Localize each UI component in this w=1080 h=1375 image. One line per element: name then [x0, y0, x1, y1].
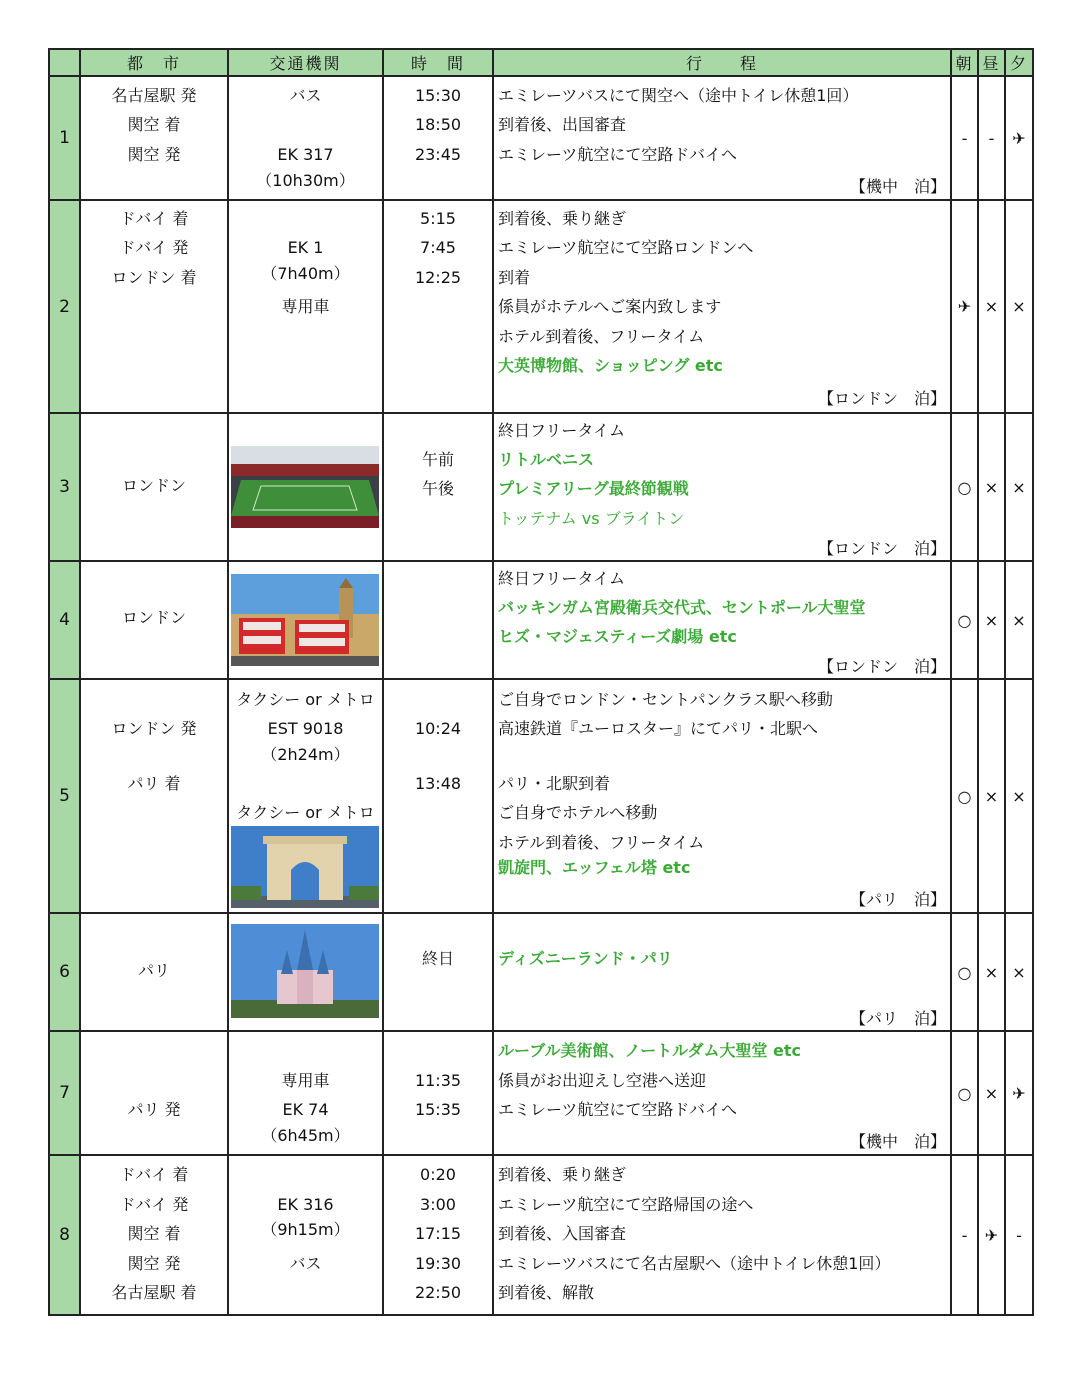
dinner-mark: ×: [1005, 913, 1033, 1031]
transport-line: タクシー or メトロ: [236, 690, 375, 709]
city-line: パリ 発: [127, 1100, 181, 1119]
header-transport: 交通機関: [228, 49, 383, 76]
day-row: [49, 679, 1033, 913]
city-line: パリ: [137, 961, 170, 980]
overnight-stay: 【ロンドン 泊】: [817, 389, 946, 408]
breakfast-mark: ✈: [951, 200, 978, 413]
breakfast-mark: ○: [951, 1031, 978, 1155]
schedule-line: エミレーツバスにて名古屋駅へ（途中トイレ休憩1回）: [498, 1254, 891, 1273]
day-row: [49, 561, 1033, 679]
header-num: [49, 49, 80, 76]
time-line: 11:35: [414, 1071, 462, 1090]
day-row: [49, 76, 1033, 200]
city-line: 名古屋駅 着: [111, 1283, 197, 1302]
stadium-photo: [231, 446, 379, 528]
schedule-line: エミレーツバスにて関空へ（途中トイレ休憩1回）: [498, 86, 859, 105]
transport-line: （9h15m）: [261, 1220, 350, 1239]
schedule-highlight: 大英博物館、ショッピング etc: [498, 356, 723, 375]
city-line: ドバイ 発: [119, 1195, 189, 1214]
overnight-stay: 【機中 泊】: [849, 1132, 946, 1151]
dinner-mark: ✈: [1005, 1031, 1033, 1155]
breakfast-mark: ○: [951, 679, 978, 913]
city-line: ロンドン 着: [111, 268, 197, 287]
lunch-mark: ×: [978, 561, 1005, 679]
day-row: [49, 200, 1033, 413]
transport-line: 専用車: [281, 1071, 330, 1090]
transport-line: （6h45m）: [261, 1126, 350, 1145]
dinner-mark: ×: [1005, 200, 1033, 413]
schedule-line: ご自身でロンドン・セントパンクラス駅へ移動: [498, 690, 833, 709]
city-line: ロンドン: [121, 608, 186, 627]
itinerary-table: [48, 48, 1034, 1316]
time-line: 12:25: [414, 268, 462, 287]
time-line: 5:15: [420, 209, 456, 228]
transport-line: （10h30m）: [256, 171, 355, 190]
city-line: 関空 発: [127, 145, 181, 164]
time-line: 17:15: [414, 1224, 462, 1243]
day-number: 5: [49, 679, 80, 913]
arc-de-triomphe-photo: [231, 826, 379, 908]
day-number: 8: [49, 1155, 80, 1315]
city-line: ドバイ 着: [119, 1165, 189, 1184]
dinner-mark: ×: [1005, 679, 1033, 913]
transport-line: タクシー or メトロ: [236, 803, 375, 822]
schedule-line: 終日フリータイム: [498, 569, 626, 588]
transport-line: EK 316: [277, 1195, 334, 1214]
schedule-line: 終日フリータイム: [498, 421, 626, 440]
schedule-line: ホテル到着後、フリータイム: [498, 833, 705, 852]
lunch-mark: ✈: [978, 1155, 1005, 1315]
lunch-mark: ×: [978, 200, 1005, 413]
time-line: 0:20: [420, 1165, 456, 1184]
day-row: [49, 913, 1033, 1031]
city-line: パリ 着: [127, 774, 181, 793]
transport-line: （2h24m）: [261, 745, 350, 764]
lunch-mark: ×: [978, 1031, 1005, 1155]
city-line: ロンドン: [121, 476, 186, 495]
overnight-stay: 【パリ 泊】: [849, 890, 946, 909]
day-row: [49, 1031, 1033, 1155]
schedule-highlight: リトルベニス: [498, 450, 595, 469]
schedule-line: ご自身でホテルへ移動: [498, 803, 658, 822]
london-bus-photo: [231, 574, 379, 666]
transport-line: 専用車: [281, 297, 330, 316]
transport-line: （7h40m）: [261, 264, 350, 283]
time-line: 19:30: [414, 1254, 462, 1273]
schedule-highlight: ヒズ・マジェスティーズ劇場 etc: [498, 627, 737, 646]
overnight-stay: 【機中 泊】: [849, 177, 946, 196]
dinner-mark: ✈: [1005, 76, 1033, 200]
schedule-line: ホテル到着後、フリータイム: [498, 327, 705, 346]
transport-line: バス: [289, 1254, 322, 1273]
time-line: 3:00: [420, 1195, 456, 1214]
lunch-mark: ×: [978, 913, 1005, 1031]
schedule-highlight: バッキンガム宮殿衛兵交代式、セントポール大聖堂: [498, 598, 866, 617]
dinner-mark: -: [1005, 1155, 1033, 1315]
city-line: ドバイ 着: [119, 209, 189, 228]
dinner-mark: ×: [1005, 413, 1033, 561]
overnight-stay: 【パリ 泊】: [849, 1009, 946, 1028]
transport-line: EK 1: [287, 238, 324, 257]
time-line: 22:50: [414, 1283, 462, 1302]
schedule-line: エミレーツ航空にて空路ドバイへ: [498, 145, 738, 164]
breakfast-mark: -: [951, 76, 978, 200]
breakfast-mark: ○: [951, 413, 978, 561]
transport-line: EK 317: [277, 145, 334, 164]
schedule-line: 到着後、解散: [498, 1283, 595, 1302]
breakfast-mark: ○: [951, 561, 978, 679]
city-line: 関空 着: [127, 1224, 181, 1243]
city-line: 名古屋駅 発: [111, 86, 197, 105]
city-line: ロンドン 発: [111, 719, 197, 738]
schedule-line: パリ・北駅到着: [498, 774, 611, 793]
time-line: 7:45: [420, 238, 456, 257]
overnight-stay: 【ロンドン 泊】: [817, 657, 946, 676]
day-number: 4: [49, 561, 80, 679]
transport-line: EST 9018: [267, 719, 344, 738]
city-line: 関空 着: [127, 115, 181, 134]
schedule-line: エミレーツ航空にて空路ロンドンへ: [498, 238, 754, 257]
schedule-highlight: プレミアリーグ最終節観戦: [498, 479, 689, 498]
day-row: [49, 413, 1033, 561]
header-city: 都 市: [80, 49, 228, 76]
header-dinner: 夕: [1005, 49, 1033, 76]
time-line: 15:35: [414, 1100, 462, 1119]
day-row: [49, 1155, 1033, 1315]
day-number: 1: [49, 76, 80, 200]
header-row: [49, 49, 1033, 76]
time-line: 終日: [421, 949, 454, 968]
schedule-line: 係員がホテルへご案内致します: [498, 297, 722, 316]
breakfast-mark: -: [951, 1155, 978, 1315]
time-line: 18:50: [414, 115, 462, 134]
schedule-highlight: ルーブル美術館、ノートルダム大聖堂 etc: [498, 1041, 801, 1060]
schedule-line: エミレーツ航空にて空路帰国の途へ: [498, 1195, 754, 1214]
schedule-line: 到着後、乗り継ぎ: [498, 209, 627, 228]
schedule-line: トッテナム vs ブライトン: [498, 509, 685, 528]
day-number: 6: [49, 913, 80, 1031]
schedule-line: 到着後、乗り継ぎ: [498, 1165, 627, 1184]
schedule-line: 高速鉄道『ユーロスター』にてパリ・北駅へ: [498, 719, 819, 738]
header-time: 時 間: [383, 49, 493, 76]
lunch-mark: ×: [978, 413, 1005, 561]
day-number: 2: [49, 200, 80, 413]
lunch-mark: -: [978, 76, 1005, 200]
day-number: 3: [49, 413, 80, 561]
schedule-line: 到着後、入国審査: [498, 1224, 627, 1243]
schedule-line: 係員がお出迎えし空港へ送迎: [498, 1071, 707, 1090]
time-line: 10:24: [414, 719, 462, 738]
city-line: ドバイ 発: [119, 238, 189, 257]
dinner-mark: ×: [1005, 561, 1033, 679]
overnight-stay: 【ロンドン 泊】: [817, 539, 946, 558]
breakfast-mark: ○: [951, 913, 978, 1031]
schedule-line: エミレーツ航空にて空路ドバイへ: [498, 1100, 738, 1119]
lunch-mark: ×: [978, 679, 1005, 913]
header-breakfast: 朝: [951, 49, 978, 76]
time-line: 23:45: [414, 145, 462, 164]
schedule-highlight: ディズニーランド・パリ: [498, 949, 673, 968]
time-line: 午後: [421, 479, 454, 498]
header-lunch: 昼: [978, 49, 1005, 76]
schedule-highlight: 凱旋門、エッフェル塔 etc: [498, 858, 691, 877]
disney-castle-photo: [231, 924, 379, 1018]
time-line: 13:48: [414, 774, 462, 793]
schedule-line: 到着後、出国審査: [498, 115, 627, 134]
day-number: 7: [49, 1031, 80, 1155]
header-schedule: 行 程: [493, 49, 951, 76]
time-line: 15:30: [414, 86, 462, 105]
transport-line: バス: [289, 86, 322, 105]
schedule-line: 到着: [498, 268, 531, 287]
city-line: 関空 発: [127, 1254, 181, 1273]
transport-line: EK 74: [282, 1100, 329, 1119]
time-line: 午前: [421, 450, 454, 469]
